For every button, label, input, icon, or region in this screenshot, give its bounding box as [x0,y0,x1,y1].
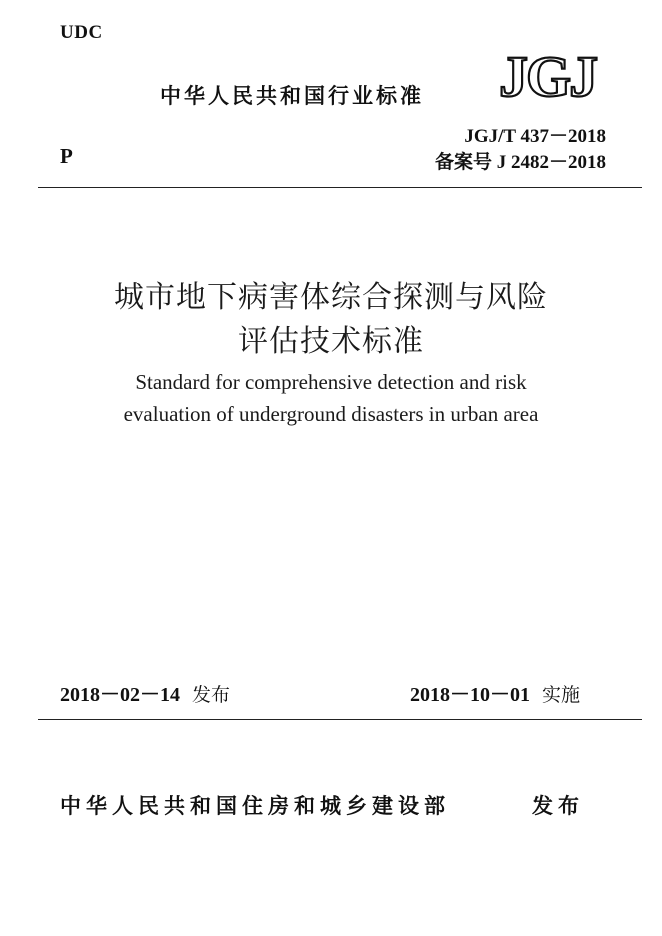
bottom-divider [38,719,642,720]
standard-number: JGJ/T 437－2018 [464,126,606,147]
publisher-action: 发布 [532,794,584,818]
jgj-logo [495,44,613,106]
jgj-logo-text: JGJ [499,44,597,106]
publisher-name: 中华人民共和国住房和城乡建设部 [60,794,450,818]
chinese-title-line-1: 城市地下病害体综合探测与风险 [114,280,548,315]
implement-date-row [410,678,580,707]
classification-letter: P [60,144,73,168]
top-divider [38,187,642,188]
english-title-line-2: evaluation of underground disasters in urban area [123,402,539,426]
standard-category-title: 中华人民共和国行业标准 [160,84,424,108]
publish-date-row [60,678,230,707]
chinese-title-line-2: 评估技术标准 [238,324,424,359]
english-title-line-1: Standard for comprehensive detection and risk [135,370,527,394]
udc-label: UDC [60,22,103,43]
publish-label: 发布 [192,684,231,706]
implement-label: 实施 [542,684,581,706]
filing-number: 备案号 J 2482－2018 [434,152,606,173]
standard-number-block [435,124,606,176]
implement-date: 2018－10－01 [410,684,530,706]
publish-date: 2018－02－14 [60,684,180,706]
